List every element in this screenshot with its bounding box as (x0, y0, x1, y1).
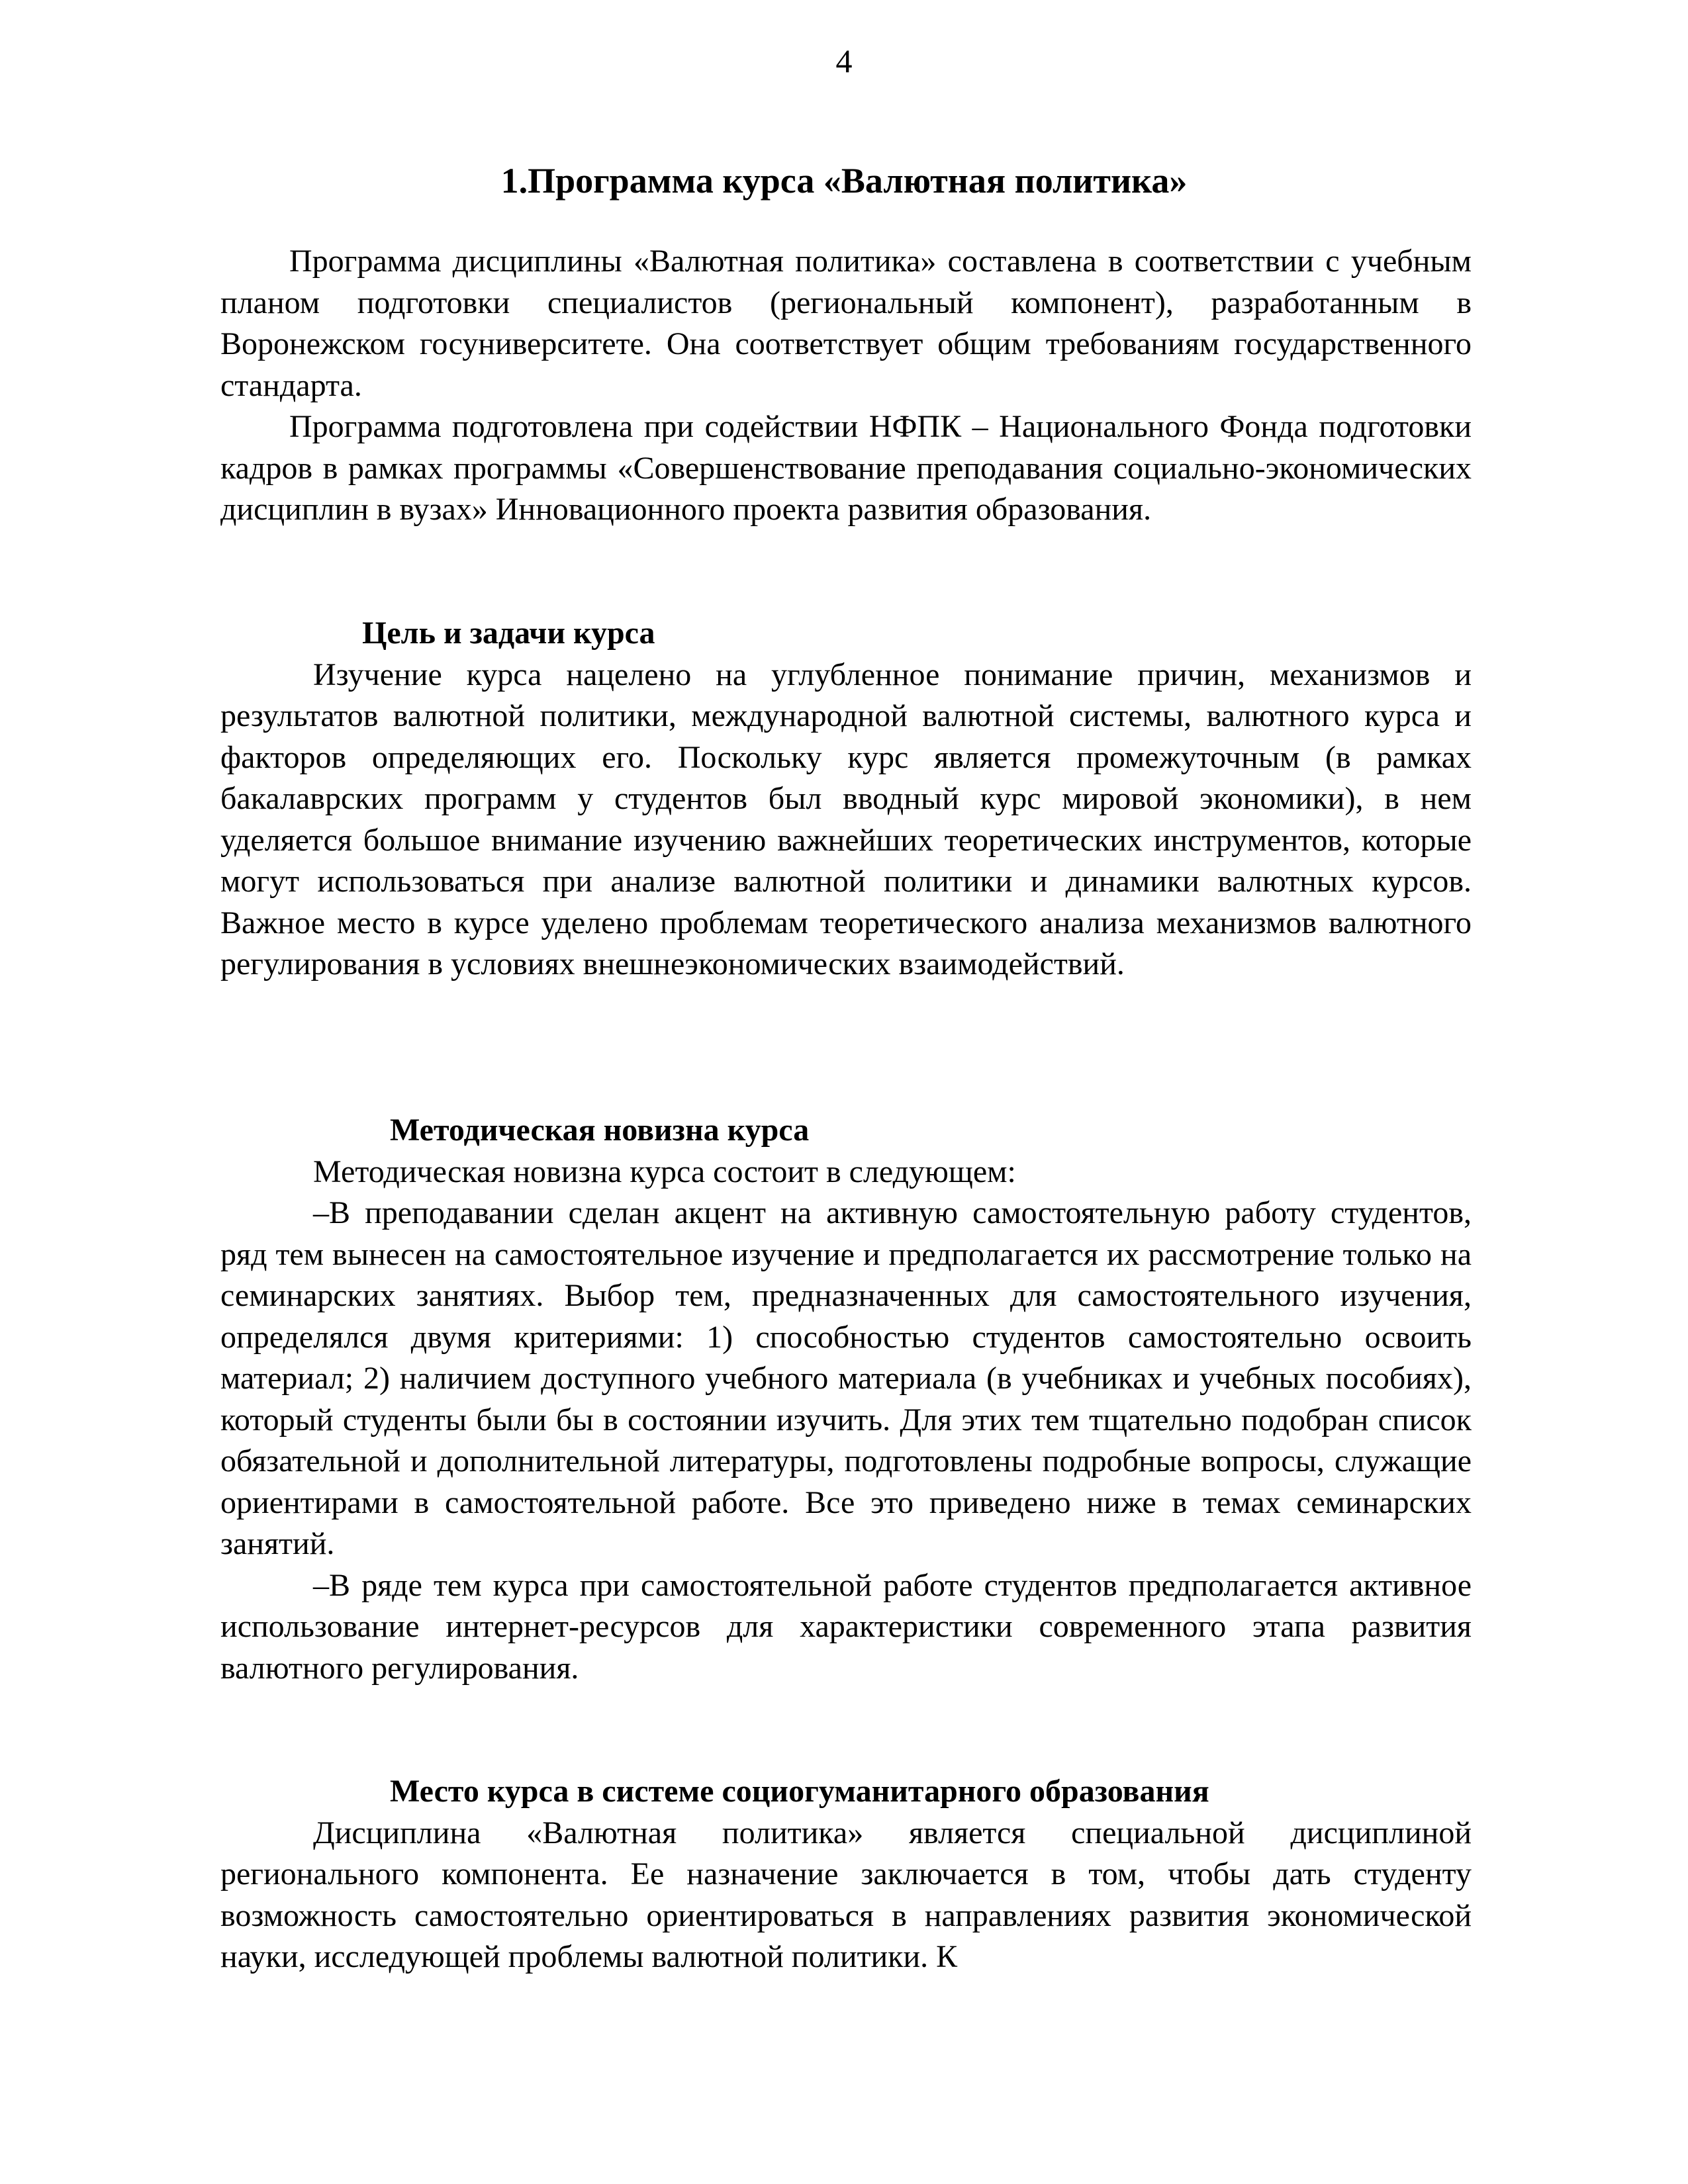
intro-paragraph-1: Программа дисциплины «Валютная политика» составлена в соответствии с учебным планом подготовки специалистов (региональный компонент), разработанным в Воронежском госуниверситете. Она соответствует общим требованиям государственного стандарта. (220, 244, 1472, 403)
novelty-section (220, 1110, 1472, 1689)
page-number: 4 (835, 42, 853, 79)
place-section (220, 1771, 1472, 1978)
goals-paragraph-1: Изучение курса нацелено на углубленное понимание причин, механизмов и результатов валютной политики, международной валютной системы, валютного курса и факторов определяющих его. Поскольку курс является промежуточным (в рамках бакалаврских программ у студентов был вводный курс мировой экономики), в нем уделяется большое внимание изучению важнейших теоретических инструментов, которые могут использоваться при анализе валютной политики и динамики валютных курсов. Важное место в курсе уделено проблемам теоретического анализа механизмов валютного регулирования в условиях внешнеэкономических взаимодействий. (220, 657, 1472, 981)
novelty-heading: Методическая новизна курса (390, 1113, 810, 1148)
page-title: 1.Программа курса «Валютная политика» (500, 161, 1188, 201)
goals-section (220, 613, 1472, 985)
intro-paragraph-2: Программа подготовлена при содействии НФПК – Национального Фонда подготовки кадров в рамках программы «Совершенствование преподавания социально-экономических дисциплин в вузах» Инновационного проекта развития образования. (220, 409, 1472, 527)
place-paragraph-1: Дисциплина «Валютная политика» является специальной дисциплиной регионального компонента. Ее назначение заключается в том, чтобы дать студенту возможность самостоятельно ориентироваться в направлениях развития экономической науки, исследующей проблемы валютной политики. К (220, 1815, 1472, 1974)
novelty-paragraph-2: –В преподавании сделан акцент на активную самостоятельную работу студентов, ряд тем вынесен на самостоятельное изучение и предполагается их рассмотрение только на семинарских занятиях. Выбор тем, предназначенных для самостоятельного изучения, определялся двумя критериями: 1) способностью студентов самостоятельно освоить материал; 2) наличием доступного учебного материала (в учебниках и учебных пособиях), который студенты были бы в состоянии изучить. Для этих тем тщательно подобран список обязательной и дополнительной литературы, подготовлены подробные вопросы, служащие ориентирами в самостоятельной работе. Все это приведено ниже в темах семинарских занятий. (220, 1195, 1472, 1561)
intro-section (220, 241, 1472, 531)
goals-heading: Цель и задачи курса (362, 615, 655, 651)
novelty-paragraph-1: Методическая новизна курса состоит в следующем: (313, 1154, 1016, 1189)
novelty-paragraph-3: –В ряде тем курса при самостоятельной работе студентов предполагается активное использование интернет-ресурсов для характеристики современного этапа развития валютного регулирования. (220, 1567, 1472, 1686)
place-heading: Место курса в системе социогуманитарного образования (390, 1774, 1209, 1809)
